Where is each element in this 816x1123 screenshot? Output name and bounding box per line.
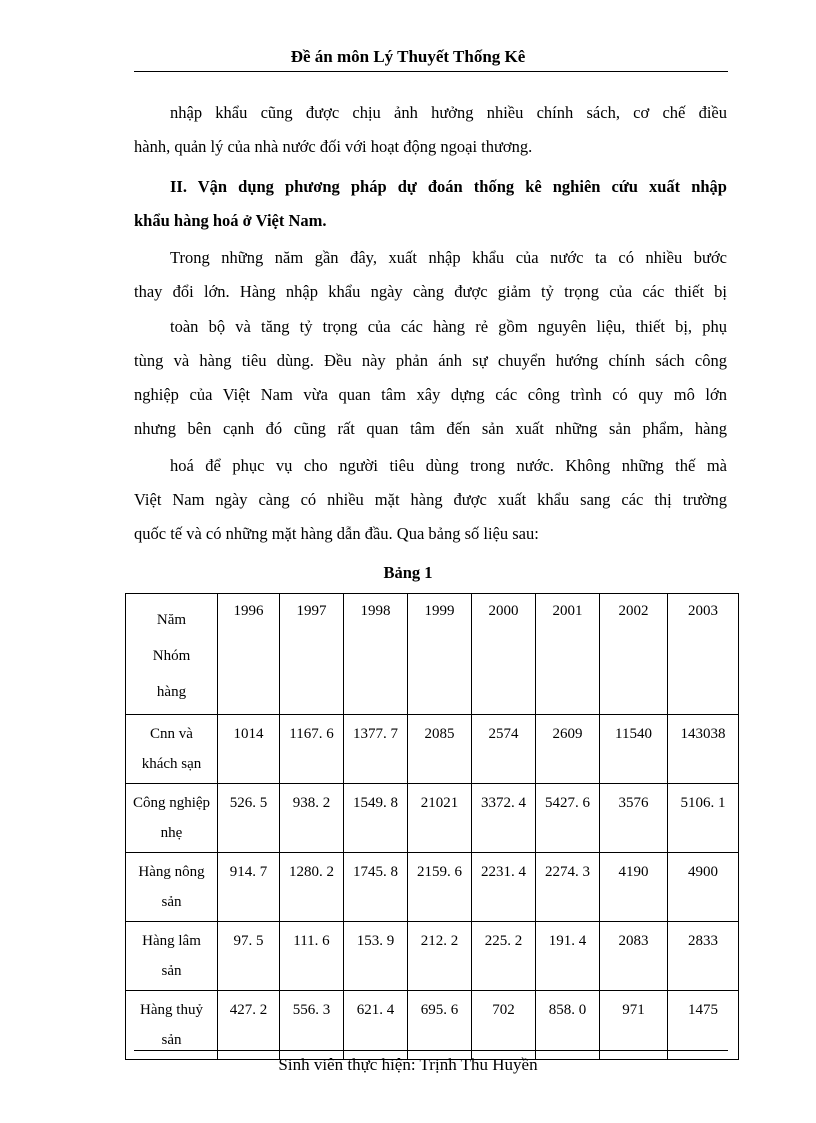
value-cell: 1014	[218, 715, 280, 784]
table-caption: Bảng 1	[383, 563, 433, 582]
value-cell: 1280. 2	[280, 853, 344, 922]
paragraph-3	[134, 310, 727, 446]
value-cell: 2833	[668, 922, 739, 991]
value-cell: 858. 0	[536, 991, 600, 1060]
value-cell: 971	[600, 991, 668, 1060]
paragraph-line: Việt Nam ngày càng có nhiều mặt hàng được xuất khẩu sang các thị trường	[134, 490, 727, 509]
row-label: Công nghiệp	[132, 795, 211, 811]
paragraph-line: nhập khẩu cũng được chịu ảnh hưởng nhiều chính sách, cơ chế điều	[170, 103, 727, 122]
value-cell: 21021	[408, 784, 472, 853]
value-cell: 4190	[600, 853, 668, 922]
value-cell: 621. 4	[344, 991, 408, 1060]
row-label: Hàng nông	[138, 864, 205, 880]
corner-label: hàng	[156, 684, 187, 700]
year-cell: 1997	[280, 594, 344, 715]
corner-cell	[126, 594, 218, 715]
value-cell: 1377. 7	[344, 715, 408, 784]
value-cell: 5106. 1	[668, 784, 739, 853]
paragraph-line: hành, quản lý của nhà nước đối với hoạt động ngoại thương.	[134, 137, 533, 156]
year-cell: 2002	[600, 594, 668, 715]
value-cell: 1167. 6	[280, 715, 344, 784]
value-cell: 1745. 8	[344, 853, 408, 922]
table-header-row	[126, 594, 739, 715]
paragraph-line: toàn bộ và tăng tỷ trọng của các hàng rẻ gồm nguyên liệu, thiết bị, phụ	[170, 317, 727, 336]
value-cell: 3372. 4	[472, 784, 536, 853]
value-cell: 191. 4	[536, 922, 600, 991]
corner-label: Nhóm	[152, 648, 191, 664]
row-label-cell	[126, 853, 218, 922]
value-cell: 914. 7	[218, 853, 280, 922]
paragraph-line: hoá để phục vụ cho người tiêu dùng trong nước. Không những thế mà	[170, 456, 727, 475]
table-row	[126, 784, 739, 853]
value-cell: 556. 3	[280, 991, 344, 1060]
paragraph-line: nhưng bên cạnh đó cũng rất quan tâm đến sản xuất những sản phẩm, hàng	[134, 419, 727, 438]
section-heading	[134, 170, 727, 238]
year-cell: 1998	[344, 594, 408, 715]
value-cell: 526. 5	[218, 784, 280, 853]
row-label: Hàng lâm	[142, 933, 201, 949]
value-cell: 2085	[408, 715, 472, 784]
paragraph-line: nghiệp của Việt Nam vừa quan tâm xây dựng các công trình có quy mô lớn	[134, 385, 727, 404]
year-cell: 1996	[218, 594, 280, 715]
value-cell: 143038	[668, 715, 739, 784]
value-cell: 2609	[536, 715, 600, 784]
document-header-title: Đề án môn Lý Thuyết Thống Kê	[290, 47, 526, 66]
heading-line: II. Vận dụng phương pháp dự đoán thống kê nghiên cứu xuất nhập	[170, 177, 727, 196]
value-cell: 97. 5	[218, 922, 280, 991]
value-cell: 702	[472, 991, 536, 1060]
table-row	[126, 715, 739, 784]
value-cell: 2231. 4	[472, 853, 536, 922]
value-cell: 2274. 3	[536, 853, 600, 922]
paragraph-1	[134, 96, 727, 164]
value-cell: 212. 2	[408, 922, 472, 991]
value-cell: 938. 2	[280, 784, 344, 853]
value-cell: 4900	[668, 853, 739, 922]
row-label: khách sạn	[141, 756, 202, 772]
value-cell: 695. 6	[408, 991, 472, 1060]
table-row	[126, 922, 739, 991]
header-rule	[134, 71, 728, 72]
paragraph-line: thay đổi lớn. Hàng nhập khẩu ngày càng được giảm tỷ trọng của các thiết bị	[134, 282, 727, 301]
value-cell: 1475	[668, 991, 739, 1060]
corner-label: Năm	[156, 612, 187, 628]
paragraph-2	[134, 241, 727, 309]
value-cell: 153. 9	[344, 922, 408, 991]
row-label-cell	[126, 715, 218, 784]
heading-line: khẩu hàng hoá ở Việt Nam.	[134, 211, 327, 230]
data-table	[125, 593, 739, 1060]
value-cell: 2083	[600, 922, 668, 991]
paragraph-4	[134, 449, 727, 551]
value-cell: 2574	[472, 715, 536, 784]
footer-rule	[134, 1050, 728, 1051]
value-cell: 225. 2	[472, 922, 536, 991]
row-label: sản	[161, 963, 182, 979]
value-cell: 427. 2	[218, 991, 280, 1060]
row-label: sản	[161, 1032, 182, 1048]
year-cell: 1999	[408, 594, 472, 715]
row-label: Hàng thuỷ	[140, 1002, 203, 1018]
paragraph-line: Trong những năm gần đây, xuất nhập khẩu của nước ta có nhiều bước	[170, 248, 727, 267]
paragraph-line: quốc tế và có những mặt hàng dẫn đầu. Qua bảng số liệu sau:	[134, 524, 539, 543]
paragraph-line: tùng và hàng tiêu dùng. Đều này phản ánh sự chuyển hướng chính sách công	[134, 351, 727, 370]
row-label: sản	[161, 894, 182, 910]
value-cell: 111. 6	[280, 922, 344, 991]
row-label: Cnn và	[150, 726, 193, 742]
row-label-cell	[126, 784, 218, 853]
row-label: nhẹ	[160, 825, 183, 841]
row-label-cell	[126, 922, 218, 991]
year-cell: 2000	[472, 594, 536, 715]
footer-author: Sinh viên thực hiện: Trịnh Thu Huyền	[278, 1055, 538, 1074]
table-row	[126, 853, 739, 922]
value-cell: 5427. 6	[536, 784, 600, 853]
value-cell: 11540	[600, 715, 668, 784]
value-cell: 1549. 8	[344, 784, 408, 853]
value-cell: 2159. 6	[408, 853, 472, 922]
value-cell: 3576	[600, 784, 668, 853]
year-cell: 2003	[668, 594, 739, 715]
year-cell: 2001	[536, 594, 600, 715]
